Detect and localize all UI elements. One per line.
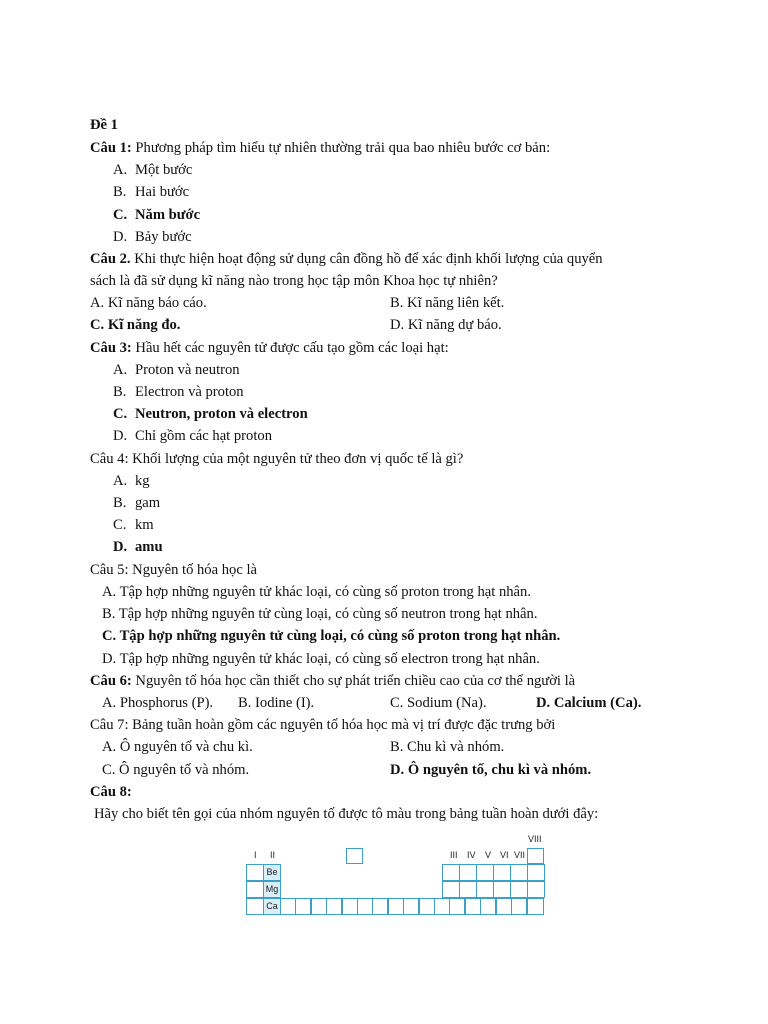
period-4-cell: [449, 898, 465, 915]
question-1: [90, 138, 550, 158]
period-4-cell: [326, 898, 342, 915]
q5-option-b: B. Tập hợp những nguyên tử cùng loại, có cùng số neutron trong hạt nhân.: [102, 606, 538, 622]
period-4-cell: [511, 898, 527, 915]
p-block-cell: [510, 881, 528, 898]
q4-option-c: C. km: [113, 517, 154, 533]
q7-option-c: C. Ô nguyên tố và nhóm.: [102, 762, 250, 778]
period-4-cell: [280, 898, 296, 915]
q4-option-a: A. kg: [113, 473, 150, 489]
q3-option-a: A. Proton và neutron: [113, 362, 240, 378]
p-block-cell: [476, 881, 494, 898]
question-8-number: Câu 8:: [90, 784, 132, 800]
question-number: Câu 3:: [90, 340, 132, 356]
group-label-6: VI: [500, 850, 509, 860]
p-block-cell: [442, 881, 460, 898]
period-4-cell: [465, 898, 481, 915]
question-number: Câu 1:: [90, 140, 132, 156]
period-4-cell: [527, 898, 544, 915]
group-label-8: VIII: [528, 834, 542, 844]
q2-option-d: D. Kĩ năng dự báo.: [390, 317, 502, 333]
element-cell-be: Be: [263, 864, 281, 881]
q1-option-c: C. Năm bước: [113, 207, 201, 223]
q6-option-c: C. Sodium (Na).: [390, 695, 487, 711]
q2-option-b: B. Kĩ năng liên kết.: [390, 295, 505, 311]
period-4-cell: [480, 898, 496, 915]
period-4-cell: [357, 898, 373, 915]
period-4-cell: [295, 898, 311, 915]
period-4-cell: [372, 898, 388, 915]
question-8-text: Hãy cho biết tên gọi của nhóm nguyên tố được tô màu trong bảng tuần hoàn dưới đây:: [94, 806, 599, 822]
q2-option-a: A. Kĩ năng báo cáo.: [90, 295, 207, 311]
q5-option-d: D. Tập hợp những nguyên tử khác loại, có cùng số electron trong hạt nhân.: [102, 651, 540, 667]
group-label-4: IV: [467, 850, 476, 860]
p-block-cell: [459, 881, 477, 898]
element-cell-mg: Mg: [263, 881, 281, 898]
p-block-cell: [527, 864, 545, 881]
question-text: Phương pháp tìm hiểu tự nhiên thường trải qua bao nhiêu bước cơ bản:: [131, 140, 551, 156]
q1-option-d: D. Bảy bước: [113, 229, 192, 245]
question-6: Câu 6: Nguyên tố hóa học cần thiết cho sự phát triển chiều cao của cơ thể người là: [90, 673, 576, 689]
exam-title: Đề 1: [90, 117, 118, 133]
p-block-cell: [476, 864, 494, 881]
question-4: Câu 4: Khối lượng của một nguyên tử theo đơn vị quốc tế là gì?: [90, 451, 464, 467]
p-block-cell: [527, 881, 545, 898]
p-block-cell: [493, 881, 511, 898]
period-4-cell: [419, 898, 435, 915]
question-5: Câu 5: Nguyên tố hóa học là: [90, 562, 257, 578]
period-4-cell: [403, 898, 419, 915]
group-1-cell: [246, 898, 264, 915]
period-4-cell: [434, 898, 450, 915]
period-4-cell: [496, 898, 512, 915]
q1-option-a: A. Một bước: [113, 162, 193, 178]
q2-option-c: C. Kĩ năng đo.: [90, 317, 181, 333]
q6-option-a: A. Phosphorus (P).: [102, 695, 214, 711]
question-number: Câu 2.: [90, 251, 131, 267]
question-number: Câu 6:: [90, 673, 132, 689]
q6-option-b: B. Iodine (I).: [238, 695, 315, 711]
q3-option-b: B. Electron và proton: [113, 384, 244, 400]
group-label-5: V: [485, 850, 492, 860]
q1-option-b: B. Hai bước: [113, 184, 190, 200]
group-1-cell: [246, 864, 264, 881]
q5-option-a: A. Tập hợp những nguyên tử khác loại, có cùng số proton trong hạt nhân.: [102, 584, 531, 600]
q5-option-c: C. Tập hợp những nguyên tử cùng loại, có cùng số proton trong hạt nhân.: [102, 628, 561, 644]
group-1-cell: [246, 881, 264, 898]
periodic-table-figure: [244, 828, 554, 920]
p-block-cell: [442, 864, 460, 881]
q4-option-d: D. amu: [113, 539, 163, 555]
element-cell-ca: Ca: [263, 898, 281, 915]
q3-option-d: D. Chỉ gồm các hạt proton: [113, 428, 272, 444]
question-2: Câu 2. Khi thực hiện hoạt động sử dụng cân đồng hồ để xác định khối lượng của quyển: [90, 251, 603, 267]
period-1-cell: [346, 848, 363, 864]
period-4-cell: [342, 898, 358, 915]
period-4-cell: [388, 898, 404, 915]
q7-option-a: A. Ô nguyên tố và chu kì.: [102, 739, 253, 755]
group-label-7: VII: [514, 850, 526, 860]
question-7: Câu 7: Bảng tuần hoàn gồm các nguyên tố hóa học mà vị trí được đặc trưng bởi: [90, 717, 556, 733]
group-label-2: II: [270, 850, 276, 860]
q7-option-b: B. Chu kì và nhóm.: [390, 739, 505, 755]
question-2-line-2: sách là đã sử dụng kĩ năng nào trong học tập môn Khoa học tự nhiên?: [90, 273, 498, 289]
p-block-cell: [510, 864, 528, 881]
period-1-noble-cell: [527, 848, 544, 864]
group-label-3: III: [450, 850, 458, 860]
group-label-1: I: [254, 850, 257, 860]
p-block-cell: [459, 864, 477, 881]
q6-option-d: D. Calcium (Ca).: [536, 695, 642, 711]
p-block-cell: [493, 864, 511, 881]
period-4-cell: [311, 898, 327, 915]
question-3: Câu 3: Hầu hết các nguyên tử được cấu tạo gồm các loại hạt:: [90, 340, 449, 356]
q7-option-d: D. Ô nguyên tố, chu kì và nhóm.: [390, 762, 592, 778]
q4-option-b: B. gam: [113, 495, 161, 511]
q3-option-c: C. Neutron, proton và electron: [113, 406, 308, 422]
